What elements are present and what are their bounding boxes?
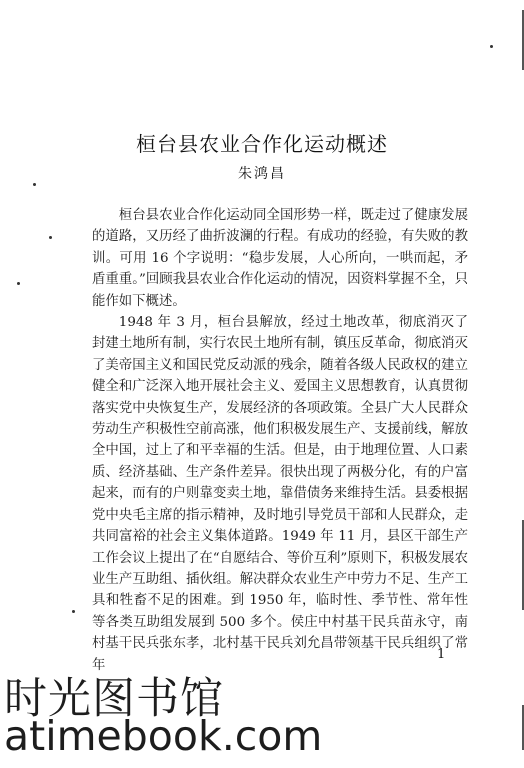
scan-speck xyxy=(490,45,493,48)
scan-speck xyxy=(17,282,20,285)
watermark-url: atimebook.com xyxy=(4,712,323,760)
author-name: 朱鸿昌 xyxy=(238,166,286,182)
paragraph-intro: 桓台县农业合作化运动同全国形势一样，既走过了健康发展的道路，又历经了曲折波澜的行程。有成功的经验，有失败的教训。可用 16 个字说明：“稳步发展，人心所向，一哄而起，矛盾重重。”回顾我县农业合作化运动的情况，因资料掌握不全，只能作如下概述。 xyxy=(92,208,468,309)
page-number: 1 xyxy=(437,647,446,662)
paragraph-history: 1948 年 3 月，桓台县解放，经过土地改革，彻底消灭了封建土地所有制，实行农民土地所有制，镇压反革命，彻底消灭了美帝国主义和国民党反动派的残余，随着各级人民政权的建立健全和广泛深入地开展社会主义、爱国主义思想教育，认真贯彻落实党中央恢复生产，发展经济的各项政策。全县广大人民群众劳动生产积极性空前高涨，他们积极发展生产、支援前线，解放全中国，过上了和平幸福的生活。但是，由于地理位置、人口素质、经济基础、生产条件差异。很快出现了两极分化，有的户富起来，而有的户则靠变卖土地，靠借债务来维持生活。县委根据党中央毛主席的指示精神，及时地引导党员干部和人民群众，走共同富裕的社会主义集体道路。1949 年 11 月，县区干部生产工作会议上提出了在“自愿结合、等价互利”原则下，积极发展农业生产互助组、插伙组。解决群众农业生产中劳力不足、生产工具和牲畜不足的困难。到 1950 年，临时性、季节性、常年性等各类互助组发展到 500 多个。侯庄中村基干民兵苗永守，南村基干民兵张东孝，北村基干民兵刘允昌带领基干民兵组织了常年 xyxy=(92,315,468,673)
article-body xyxy=(92,205,468,676)
scan-speck xyxy=(49,236,52,239)
scan-speck xyxy=(33,183,36,186)
scan-speck xyxy=(72,610,75,613)
article-title: 桓台县农业合作化运动概述 xyxy=(136,132,388,156)
watermark-site-name: 时光图书馆 xyxy=(4,674,224,724)
